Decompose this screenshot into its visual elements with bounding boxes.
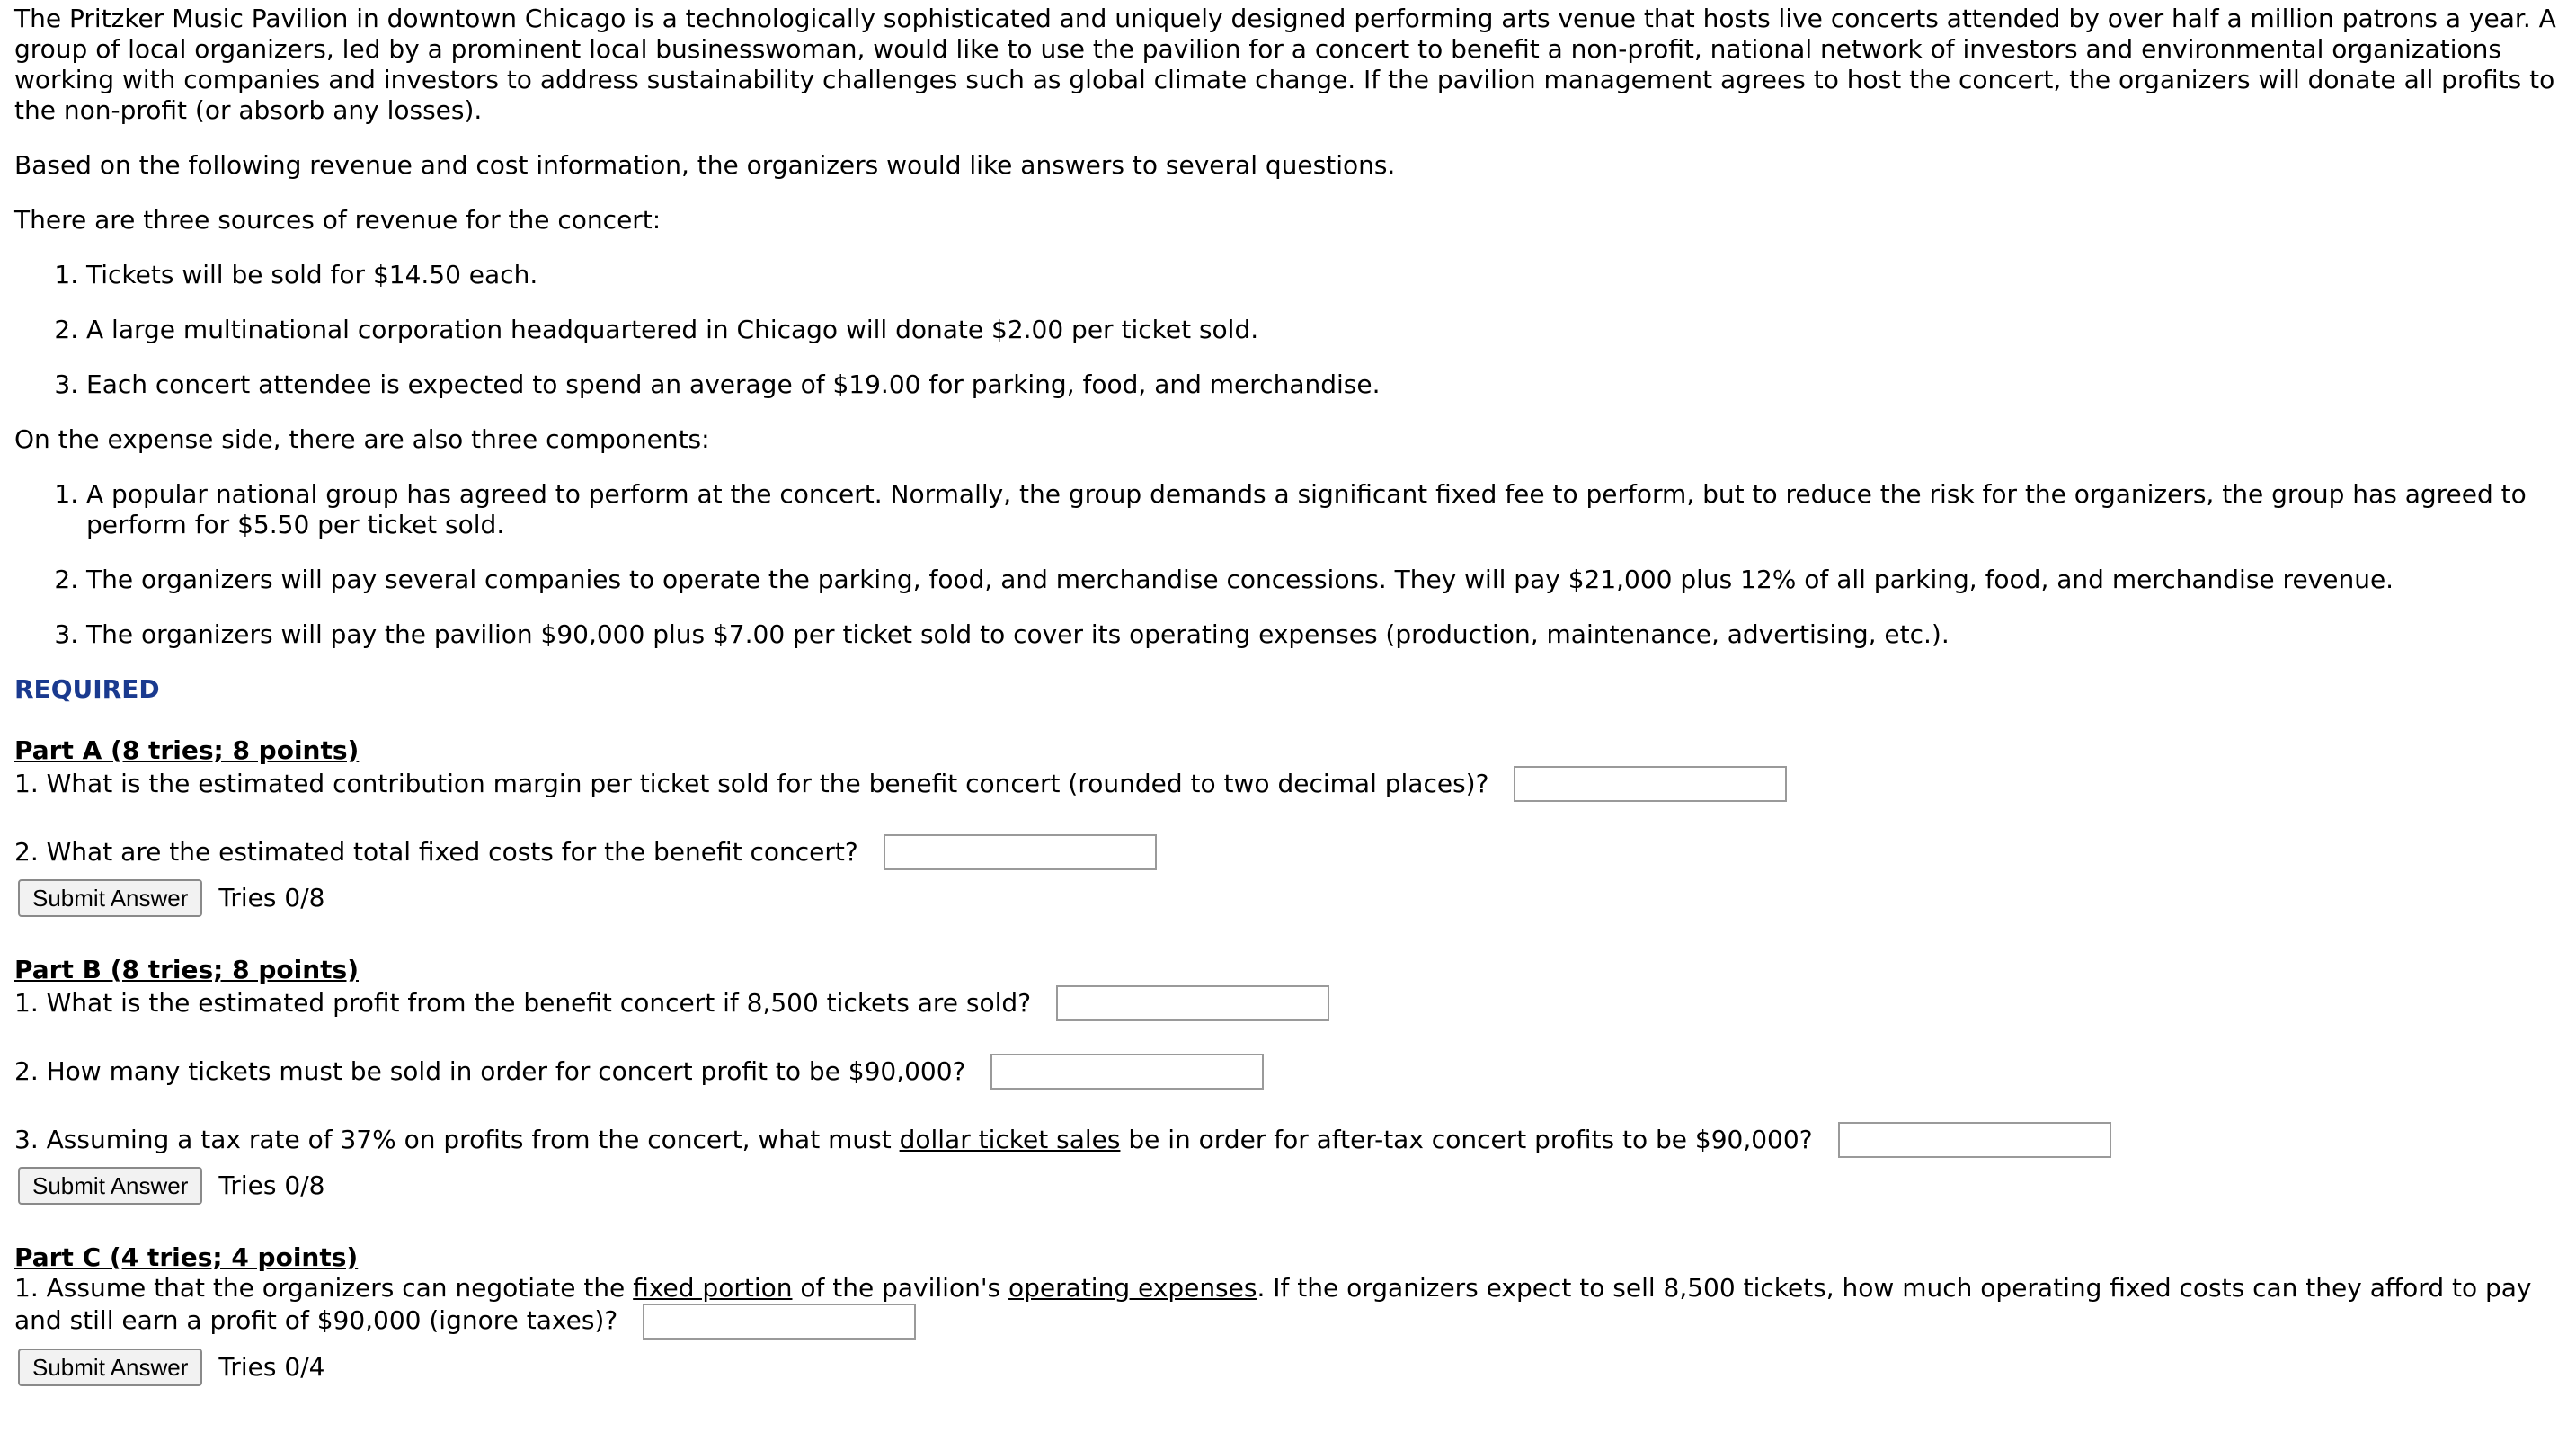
- part-c-q1-link-operating-expenses[interactable]: operating expenses: [1008, 1273, 1257, 1303]
- part-b-title: Part B (8 tries; 8 points): [14, 955, 360, 984]
- part-a-tries: Tries 0/8: [218, 883, 325, 912]
- part-a-submit-button[interactable]: Submit Answer: [18, 879, 202, 917]
- part-c-q1-post: . If the organizers expect to sell 8,500 tickets, how much operating fixed costs can they afford to pay and still earn a profit of $90,000 (ignore taxes)?: [14, 1273, 2532, 1335]
- based-on-paragraph: Based on the following revenue and cost information, the organizers would like answers to several questions.: [14, 150, 1396, 180]
- revenue-item: 2. A large multinational corporation headquartered in Chicago will donate $2.00 per ticket sold.: [86, 315, 2562, 345]
- part-a-q2-input[interactable]: [884, 834, 1157, 870]
- part-b-question-3: [14, 1122, 2562, 1158]
- part-b-question-2: [14, 1054, 2562, 1090]
- part-c-tries: Tries 0/4: [218, 1352, 325, 1382]
- part-b-submit-row: [14, 1167, 2562, 1205]
- part-c-q1-input[interactable]: [643, 1304, 916, 1340]
- part-a-title: Part A (8 tries; 8 points): [14, 735, 360, 765]
- part-c-question-1: [14, 1273, 2562, 1340]
- part-a-q1-input[interactable]: [1514, 766, 1787, 802]
- part-b-q3-pre: 3. Assuming a tax rate of 37% on profits from the concert, what must: [14, 1125, 900, 1154]
- expense-item: 1. A popular national group has agreed to perform at the concert. Normally, the group demands a significant fixed fee to perform, but to reduce the risk for the organizers, the group has agreed to perform for $5.50 per ticket sold.: [86, 479, 2562, 540]
- revenue-intro: There are three sources of revenue for the concert:: [14, 205, 662, 235]
- required-heading: REQUIRED: [14, 674, 160, 704]
- part-b-q3-link[interactable]: dollar ticket sales: [899, 1125, 1121, 1154]
- part-b-submit-button[interactable]: Submit Answer: [18, 1167, 202, 1205]
- part-a-q2-text: 2. What are the estimated total fixed costs for the benefit concert?: [14, 837, 858, 867]
- revenue-list: [14, 260, 2562, 400]
- part-b-q3-input[interactable]: [1838, 1122, 2111, 1158]
- part-c-q1-link-fixed-portion[interactable]: fixed portion: [633, 1273, 793, 1303]
- part-b-q2-text: 2. How many tickets must be sold in order for concert profit to be $90,000?: [14, 1056, 966, 1086]
- part-c-submit-button[interactable]: Submit Answer: [18, 1349, 202, 1386]
- part-b-q3-post: be in order for after-tax concert profits to be $90,000?: [1120, 1125, 1813, 1154]
- expense-list: [14, 479, 2562, 650]
- part-a-question-1: [14, 766, 2562, 802]
- part-a-q1-text: 1. What is the estimated contribution margin per ticket sold for the benefit concert (rounded to two decimal places)?: [14, 769, 1489, 798]
- part-c-q1-pre: 1. Assume that the organizers can negotiate the: [14, 1273, 634, 1303]
- intro-paragraph: The Pritzker Music Pavilion in downtown Chicago is a technologically sophisticated and uniquely designed performing arts venue that hosts live concerts attended by over half a million patrons a year. A group of local organizers, led by a prominent local businesswoman, would like to use the pavilion for a concert to benefit a non-profit, national network of investors and environmental organizations working with companies and investors to address sustainability challenges such as global climate change. If the pavilion management agrees to host the concert, the organizers will donate all profits to the non-profit (or absorb any losses).: [14, 4, 2556, 125]
- part-c-title: Part C (4 tries; 4 points): [14, 1242, 359, 1272]
- expense-intro: On the expense side, there are also three components:: [14, 424, 710, 454]
- part-c-q1-mid: of the pavilion's: [792, 1273, 1009, 1303]
- part-b-q1-input[interactable]: [1056, 985, 1329, 1021]
- expense-item: 2. The organizers will pay several companies to operate the parking, food, and merchandise concessions. They will pay $21,000 plus 12% of all parking, food, and merchandise revenue.: [86, 565, 2562, 595]
- part-b-q3-text: [14, 1125, 1813, 1155]
- revenue-item: 1. Tickets will be sold for $14.50 each.: [86, 260, 2562, 290]
- part-a-question-2: [14, 834, 2562, 870]
- part-a-submit-row: [14, 879, 2562, 917]
- expense-item: 3. The organizers will pay the pavilion $90,000 plus $7.00 per ticket sold to cover its operating expenses (production, maintenance, advertising, etc.).: [86, 619, 2562, 650]
- revenue-item: 3. Each concert attendee is expected to spend an average of $19.00 for parking, food, and merchandise.: [86, 369, 2562, 400]
- part-b-q1-text: 1. What is the estimated profit from the benefit concert if 8,500 tickets are sold?: [14, 988, 1032, 1018]
- part-b-q2-input[interactable]: [990, 1054, 1264, 1090]
- part-b-tries: Tries 0/8: [218, 1171, 325, 1200]
- part-c-submit-row: [14, 1349, 2562, 1386]
- part-b-question-1: [14, 985, 2562, 1021]
